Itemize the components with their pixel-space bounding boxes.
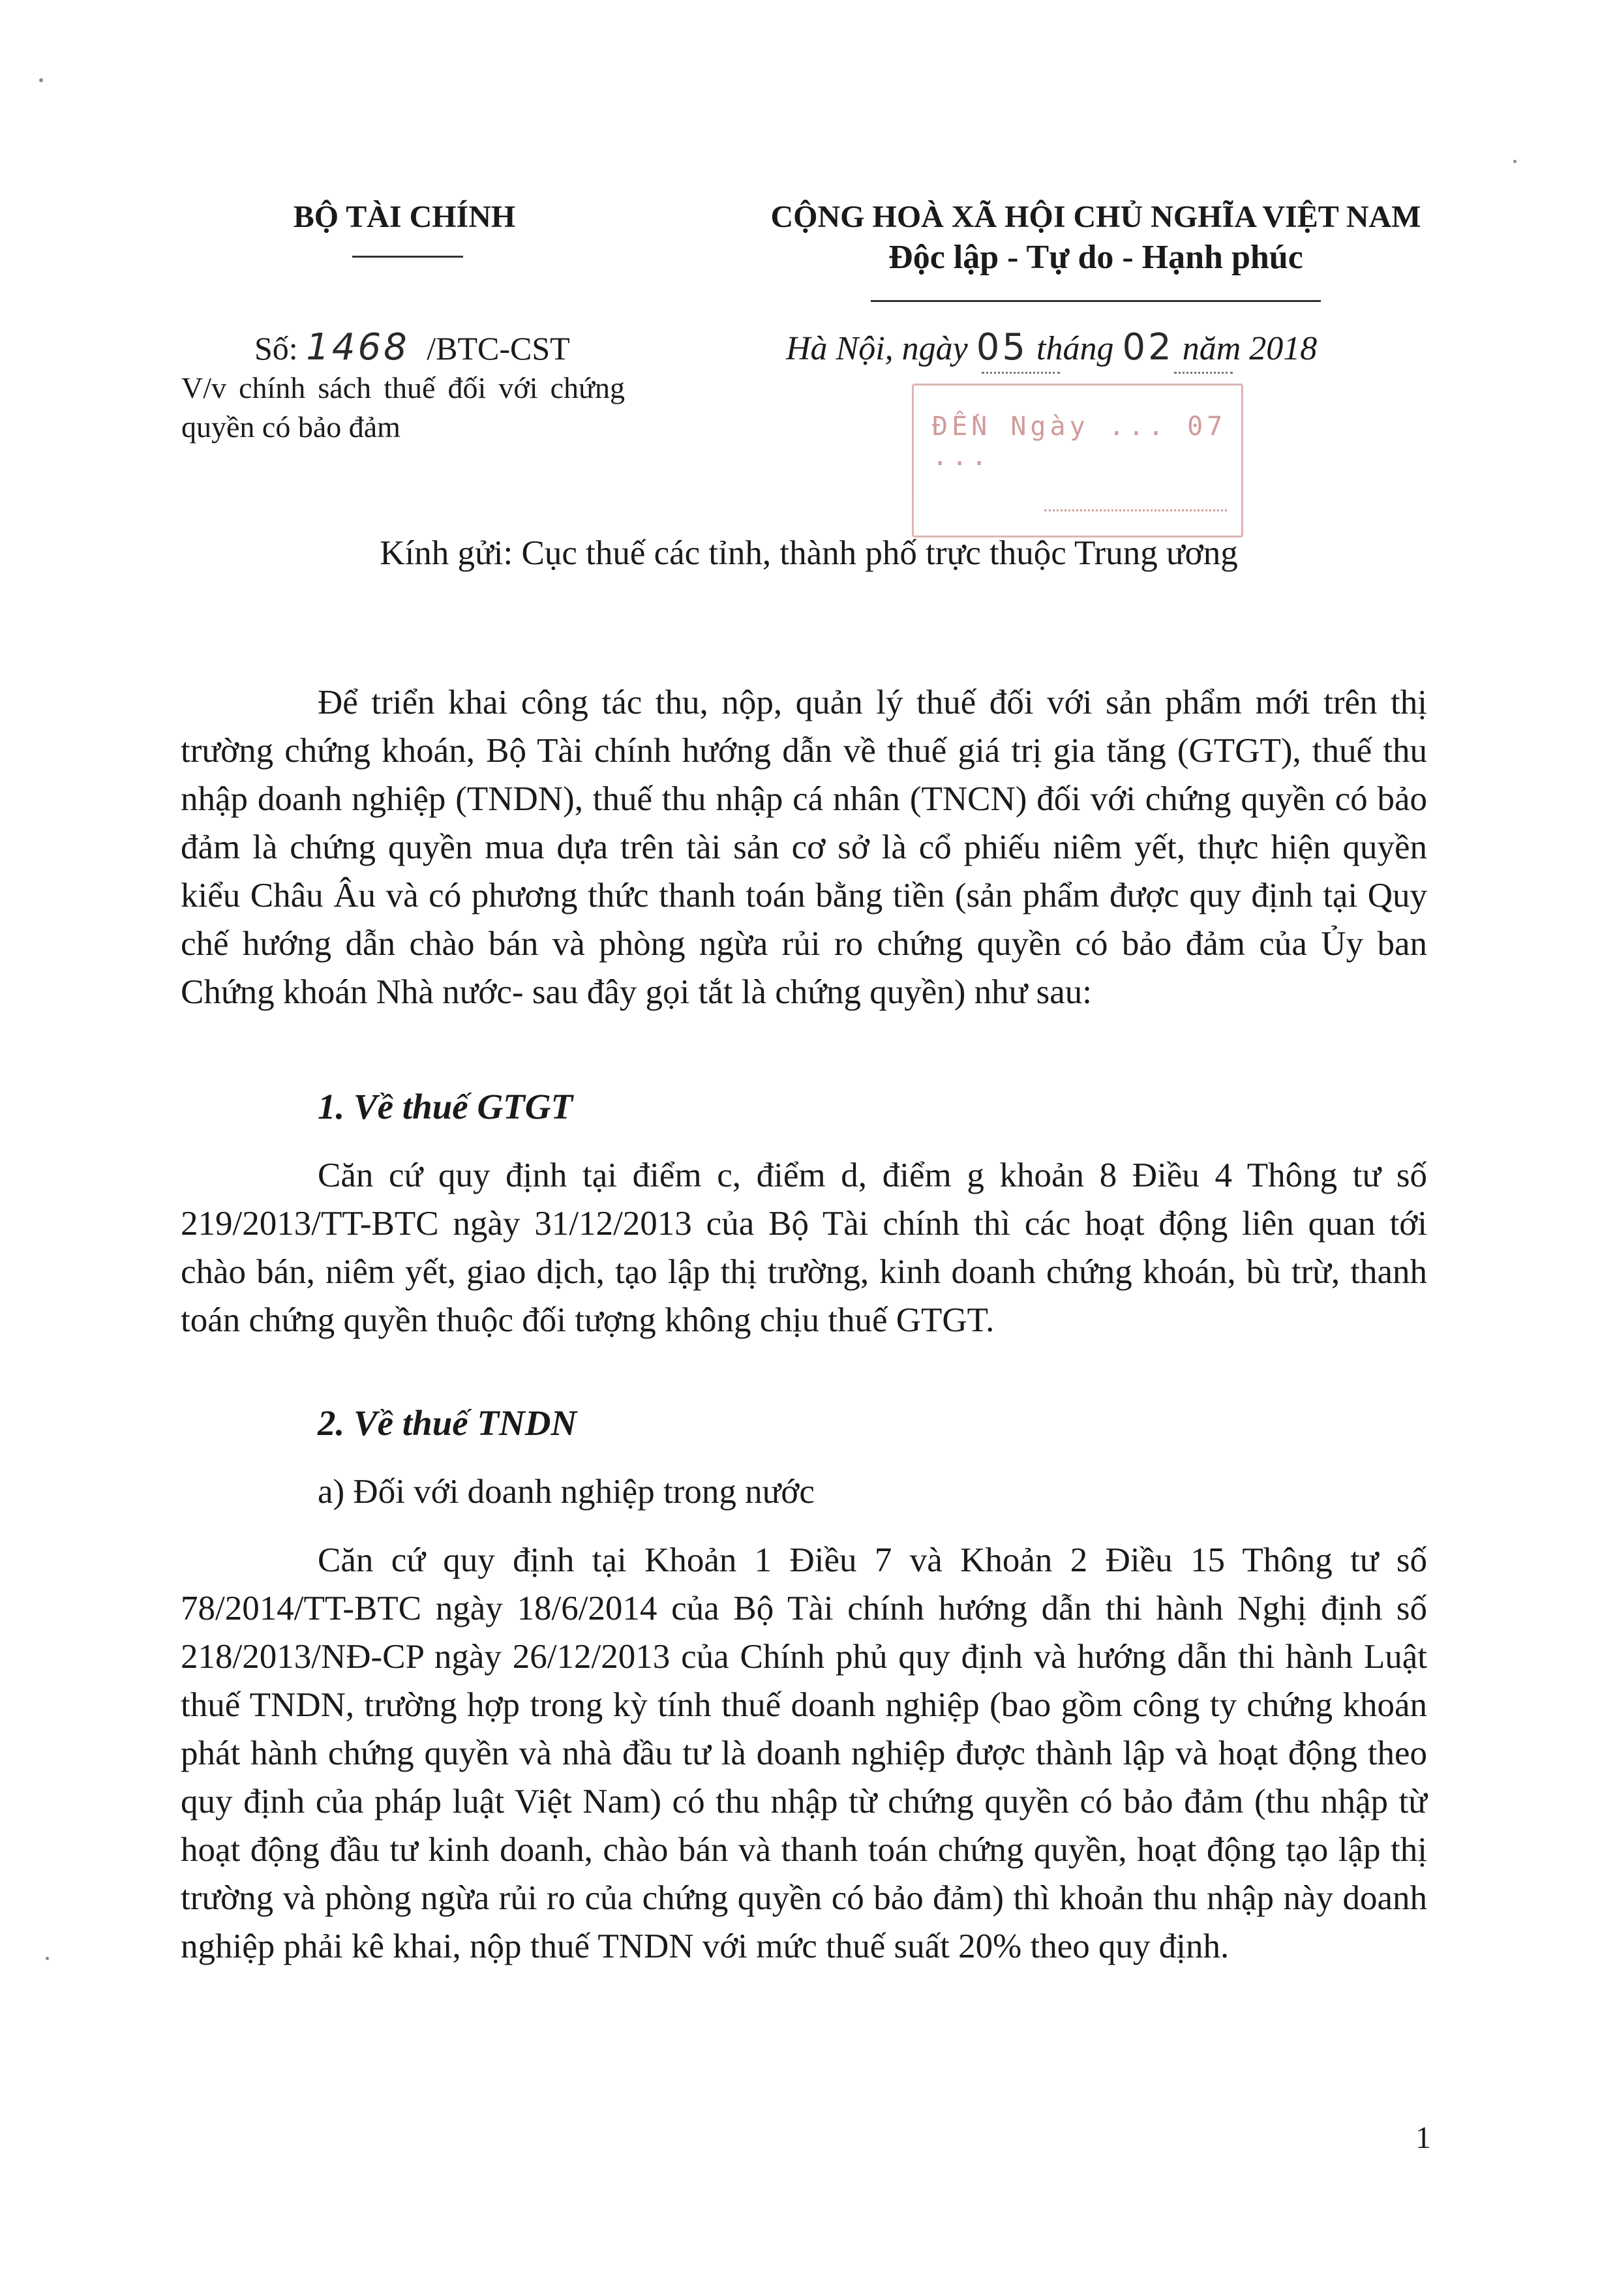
country-name: CỘNG HOÀ XÃ HỘI CHỦ NGHĨA VIỆT NAM — [770, 200, 1421, 234]
document-date — [786, 326, 1317, 369]
date-day-dotted-line — [982, 372, 1060, 374]
date-month-label: tháng — [1036, 330, 1114, 367]
document-subject: V/v chính sách thuế đối với chứng quyền có bảo đảm — [181, 371, 625, 444]
motto-underline — [871, 300, 1321, 302]
stamp-text: ĐẾN Ngày ... 07 ... — [932, 412, 1227, 472]
date-year: năm 2018 — [1182, 330, 1318, 367]
date-month-dotted-line — [1174, 372, 1233, 374]
ministry-name: BỘ TÀI CHÍNH — [293, 200, 516, 234]
doc-number-suffix: /BTC-CST — [427, 330, 570, 367]
section2-heading: 2. Về thuế TNDN — [318, 1403, 577, 1443]
section1-paragraph: Căn cứ quy định tại điểm c, điểm d, điểm g khoản 8 Điều 4 Thông tư số 219/2013/TT-BTC ngày 31/12/2013 của Bộ Tài chính thì các hoạt động liên quan tới chào bán, niêm yết, giao dịch, tạo lập thị trường, kinh doanh chứng khoán, bù trừ, thanh toán chứng quyền thuộc đối tượng không chịu thuế GTGT. — [181, 1156, 1427, 1339]
page-number: 1 — [1415, 2121, 1431, 2155]
handwritten-month: 02 — [1122, 326, 1174, 369]
handwritten-doc-number: 1468 — [306, 326, 410, 369]
received-stamp — [912, 384, 1243, 537]
handwritten-day: 05 — [976, 326, 1029, 369]
doc-number-prefix: Số: — [254, 330, 298, 367]
intro-paragraph: Để triển khai công tác thu, nộp, quản lý thuế đối với sản phẩm mới trên thị trường chứng khoán, Bộ Tài chính hướng dẫn về thuế giá trị gia tăng (GTGT), thuế thu nhập doanh nghiệp (TNDN), thuế thu nhập cá nhân (TNCN) đối với chứng quyền có bảo đảm là chứng quyền mua dựa trên tài sản cơ sở là cổ phiếu niêm yết, thực hiện quyền kiểu Châu Âu và có phương thức thanh toán bằng tiền (sản phẩm được quy định tại Quy chế hướng dẫn chào bán và phòng ngừa rủi ro chứng quyền có bảo đảm của Ủy ban Chứng khoán Nhà nước- sau đây gọi tắt là chứng quyền) như sau: — [181, 684, 1427, 1011]
section2a-paragraph: Căn cứ quy định tại Khoản 1 Điều 7 và Khoản 2 Điều 15 Thông tư số 78/2014/TT-BTC ngày 18/6/2014 của Bộ Tài chính hướng dẫn thi hành Nghị định số 218/2013/NĐ-CP ngày 26/12/2013 của Chính phủ quy định và hướng dẫn thi hành Luật thuế TNDN, trường hợp trong kỳ tính thuế doanh nghiệp (bao gồm công ty chứng khoán phát hành chứng quyền và nhà đầu tư là doanh nghiệp được thành lập và hoạt động theo quy định của pháp luật Việt Nam) có thu nhập từ chứng quyền có bảo đảm (thu nhập từ hoạt động đầu tư kinh doanh, chào bán và thanh toán chứng quyền, hoạt động tạo lập thị trường và phòng ngừa rủi ro của chứng quyền có bảo đảm) thì khoản thu nhập này doanh nghiệp phải kê khai, nộp thuế TNDN với mức thuế suất 20% theo quy định. — [181, 1541, 1427, 1965]
date-place: Hà Nội, ngày — [786, 330, 968, 367]
document-number — [254, 326, 570, 369]
scan-speck — [1513, 160, 1517, 163]
national-motto: Độc lập - Tự do - Hạnh phúc — [888, 239, 1303, 276]
section1-heading: 1. Về thuế GTGT — [318, 1087, 573, 1126]
scan-speck — [39, 78, 43, 82]
recipient-line: Kính gửi: Cục thuế các tỉnh, thành phố trực thuộc Trung ương — [380, 534, 1238, 572]
ministry-underline — [352, 256, 463, 258]
scan-speck — [46, 1957, 49, 1960]
section2a-heading: a) Đối với doanh nghiệp trong nước — [318, 1473, 815, 1511]
stamp-dotted-line — [1044, 509, 1227, 511]
